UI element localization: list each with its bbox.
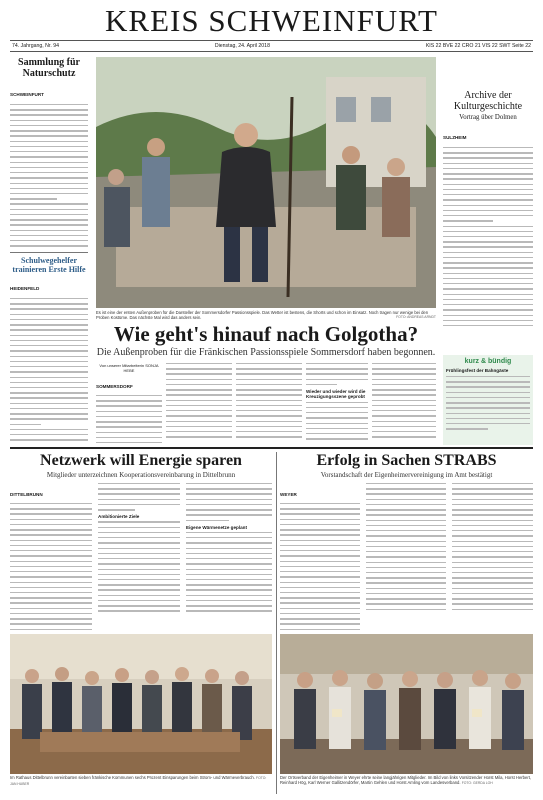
right-article-subtitle: Vortrag über Dolmen bbox=[459, 114, 517, 121]
right-column-article bbox=[443, 90, 533, 330]
strabs-subheadline: Vorstandschaft der Eigenheimervereinigung im Amt bestätigt bbox=[320, 471, 493, 479]
right-article-body bbox=[443, 147, 533, 330]
strabs-photo-credit: FOTO: GERDA LOH bbox=[461, 781, 493, 786]
strabs-photo-caption-text: Der Ortsverband der Eigenheimer in Weyer ehrte seine langjährigen Mitglieder. Im Bild von links Vorsitzender Horst Mila, Horst Herbert, Reinhard Hög, Karl Werner Gallitzendörfer, Martin Gehlen und Horst Amling vom Landesverband. bbox=[280, 775, 532, 786]
right-box-body bbox=[446, 376, 530, 430]
passion-play-photo bbox=[96, 57, 436, 308]
right-article-lead: SULZHEIM bbox=[443, 135, 467, 140]
left-article-title: Sammlung für Naturschutz bbox=[18, 57, 80, 79]
right-article-title: Archive der Kulturgeschichte bbox=[453, 90, 523, 112]
energy-photo-caption bbox=[10, 775, 272, 787]
newspaper-masthead: KREIS SCHWEINFURT bbox=[105, 3, 438, 38]
left-article-lead: SCHWEINFURT bbox=[10, 92, 44, 97]
strabs-article-lead: WEYER bbox=[280, 492, 297, 497]
main-article-body bbox=[96, 363, 436, 445]
left-column-article bbox=[10, 57, 88, 249]
strabs-photo-caption bbox=[280, 775, 533, 786]
strabs-article-body bbox=[280, 483, 533, 631]
issue-info-line bbox=[10, 40, 533, 52]
strabs-headline: Erfolg in Sachen STRABS bbox=[316, 452, 497, 469]
energy-subheadline: Mitglieder unterzeichnen Kooperationsvereinbarung in Dittelbrunn bbox=[46, 471, 236, 479]
main-subheadline: Die Außenproben für die Fränkischen Passionsspiele Sommersdorf haben begonnen. bbox=[96, 347, 436, 358]
left-box-body bbox=[10, 298, 88, 443]
energy-article-body bbox=[10, 483, 272, 631]
energy-photo-caption-text: Im Rathaus Dittelbrunn vereinbarten sieben fränkische Kommunen sechs Prozent Einsparungen beim Strom- und Wärmeverbrauch. bbox=[10, 775, 255, 780]
edition-codes: KIS 22 BVE 22 CRO 21 VIS 22 SWT Seite 22 bbox=[425, 43, 531, 49]
weyer-group-photo bbox=[280, 634, 533, 774]
main-photo-caption bbox=[96, 310, 436, 320]
main-photo-credit: FOTO: ANDREAS ARNDT bbox=[396, 315, 436, 320]
main-article-subheading: Wieder und wieder wird die Kreuzigungsszene geprobt bbox=[306, 389, 366, 400]
energy-subheading-heat-networks: Eigene Wärmenetze geplant bbox=[186, 524, 248, 530]
left-article-body bbox=[10, 104, 88, 249]
dittelbrunn-group-photo bbox=[10, 634, 272, 774]
main-headline: Wie geht's hinauf nach Golgotha? bbox=[113, 322, 419, 346]
energy-headline: Netzwerk will Energie sparen bbox=[40, 452, 242, 469]
main-article-lead: SOMMERSDORF bbox=[96, 384, 133, 389]
energy-photo-credit: FOTO: JAN HUBER bbox=[10, 776, 267, 787]
issue-date: Dienstag, 24. April 2018 bbox=[214, 43, 270, 49]
main-byline: Von unserer Mitarbeiterin SONJA HEBE bbox=[99, 363, 159, 373]
left-box-lead: HEIDENFELD bbox=[10, 286, 40, 291]
left-box-title: Schulwegehelfer trainieren Erste Hilfe bbox=[12, 256, 86, 274]
energy-subheading-goals: Ambitionierte Ziele bbox=[98, 514, 140, 520]
main-photo-caption-text: Es ist eine der ersten Außenproben für die Darsteller der Sommersdorfer Passionsspiele. Das Wetter ist bestens, die Shorts und schon im Einsatz. Noch tragen nur wenige bei den Proben Kostüme. Das nächste Mal wird das anders sein. bbox=[96, 310, 429, 321]
energy-article-lead: DITTELBRUNN bbox=[10, 492, 43, 497]
left-column-box bbox=[10, 256, 88, 443]
issue-number: 74. Jahrgang, Nr. 94 bbox=[12, 43, 60, 49]
right-short-news-box bbox=[443, 355, 533, 445]
right-box-title: Frühlingsfest der Bahngäste bbox=[446, 368, 509, 373]
kurz-und-buendig-label: kurz & bündig bbox=[464, 358, 512, 365]
